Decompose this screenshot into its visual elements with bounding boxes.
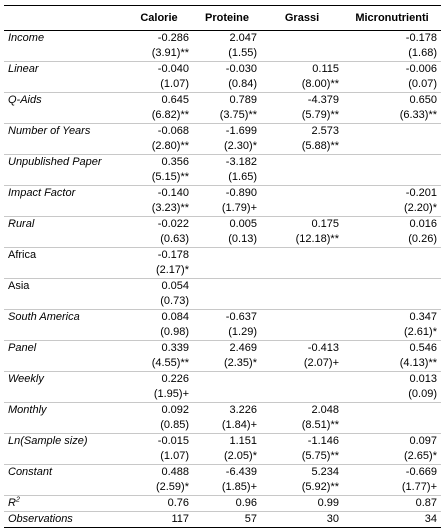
coefficient-cell: -4.379 (307, 94, 339, 106)
t-stat-cell: (0.98) (125, 325, 193, 341)
t-stat-cell: (1.84)+ (193, 418, 261, 434)
row-label: South America (8, 311, 80, 323)
t-stat-cell: (6.82)** (125, 108, 193, 124)
t-stat-cell: (1.29) (193, 325, 261, 341)
table-body (4, 31, 441, 528)
coefficient-cell (261, 310, 343, 326)
coefficient-cell (343, 248, 441, 264)
regression-table-container (4, 5, 441, 528)
coefficient-cell: -0.413 (307, 342, 339, 354)
table-row-se (4, 46, 441, 62)
coefficient-cell (193, 248, 261, 264)
coefficient-cell: 0.546 (409, 342, 437, 354)
row-label-blank (4, 232, 125, 248)
coefficient-cell: 0.339 (161, 342, 189, 354)
table-row-se (4, 480, 441, 496)
t-stat-cell: (5.75)** (261, 449, 343, 465)
coefficient-cell: 0.092 (161, 404, 189, 416)
coefficient-cell: -0.201 (405, 187, 437, 199)
t-stat-cell (261, 325, 343, 341)
row-label-blank (4, 418, 125, 434)
coefficient-cell (261, 31, 343, 47)
coefficient-cell: -0.178 (157, 249, 189, 261)
t-stat-cell: (4.13)** (343, 356, 441, 372)
table-row-coef (4, 279, 441, 295)
table-row-se (4, 232, 441, 248)
t-stat-cell: (2.80)** (125, 139, 193, 155)
t-stat-cell: (1.85)+ (193, 480, 261, 496)
t-stat-cell: (5.15)** (125, 170, 193, 186)
table-row-coef (4, 217, 441, 233)
row-label-blank (4, 46, 125, 62)
t-stat-cell: (2.65)* (343, 449, 441, 465)
t-stat-cell: (0.85) (125, 418, 193, 434)
row-label: Ln(Sample size) (8, 435, 88, 447)
t-stat-cell: (4.55)** (125, 356, 193, 372)
observations-cell: 30 (261, 512, 343, 528)
coefficient-cell: -0.030 (225, 63, 257, 75)
coefficient-cell (193, 279, 261, 295)
t-stat-cell: (2.61)* (343, 325, 441, 341)
table-row-se (4, 108, 441, 124)
table-row-coef (4, 62, 441, 78)
t-stat-cell: (0.84) (193, 77, 261, 93)
coefficient-cell: -0.669 (405, 466, 437, 478)
header-calorie: Calorie (125, 6, 193, 31)
t-stat-cell: (12.18)** (261, 232, 343, 248)
r2-cell: 0.87 (343, 496, 441, 512)
coefficient-cell: 3.226 (229, 404, 257, 416)
t-stat-cell: (1.68) (343, 46, 441, 62)
header-micronutrienti: Micronutrienti (343, 6, 441, 31)
t-stat-cell (343, 263, 441, 279)
coefficient-cell: 2.048 (311, 404, 339, 416)
table-row-se (4, 170, 441, 186)
coefficient-cell: 0.013 (409, 373, 437, 385)
row-label-blank (4, 387, 125, 403)
coefficient-cell: -0.022 (157, 218, 189, 230)
t-stat-cell (343, 294, 441, 310)
table-row-coef (4, 310, 441, 326)
coefficient-cell: -1.146 (307, 435, 339, 447)
table-row-se (4, 201, 441, 217)
row-label: Unpublished Paper (8, 156, 102, 168)
table-row-se (4, 139, 441, 155)
t-stat-cell (343, 170, 441, 186)
row-label: Africa (8, 249, 37, 261)
coefficient-cell: 0.488 (161, 466, 189, 478)
t-stat-cell (261, 294, 343, 310)
coefficient-cell: 0.054 (161, 280, 189, 292)
row-label-blank (4, 449, 125, 465)
coefficient-cell: -1.699 (225, 125, 257, 137)
r2-label (4, 496, 125, 512)
coefficient-cell: 0.356 (161, 156, 189, 168)
table-row-se (4, 325, 441, 341)
coefficient-cell: 0.645 (161, 94, 189, 106)
row-label: Impact Factor (8, 187, 76, 199)
coefficient-cell (261, 248, 343, 264)
row-label-blank (4, 325, 125, 341)
row-label-blank (4, 294, 125, 310)
table-row-se (4, 418, 441, 434)
table-row-coef (4, 186, 441, 202)
t-stat-cell (261, 170, 343, 186)
t-stat-cell: (5.92)** (261, 480, 343, 496)
t-stat-cell (193, 294, 261, 310)
row-label-blank (4, 263, 125, 279)
coefficient-cell: -0.890 (225, 187, 257, 199)
table-row-coef (4, 403, 441, 419)
table-row-coef (4, 434, 441, 450)
coefficient-cell: 0.097 (409, 435, 437, 447)
t-stat-cell (343, 139, 441, 155)
row-label: Linear (8, 63, 39, 75)
observations-cell: 117 (125, 512, 193, 528)
t-stat-cell: (1.07) (125, 449, 193, 465)
header-blank (4, 6, 125, 31)
coefficient-cell: -6.439 (225, 466, 257, 478)
coefficient-cell: -3.182 (225, 156, 257, 168)
regression-table (4, 5, 441, 528)
t-stat-cell: (0.26) (343, 232, 441, 248)
coefficient-cell: 2.047 (229, 32, 257, 44)
row-label-blank (4, 108, 125, 124)
t-stat-cell: (2.17)* (125, 263, 193, 279)
table-row-coef (4, 465, 441, 481)
t-stat-cell: (1.77)+ (343, 480, 441, 496)
t-stat-cell (261, 46, 343, 62)
coefficient-cell: -0.140 (157, 187, 189, 199)
r2-cell: 0.76 (125, 496, 193, 512)
t-stat-cell: (2.30)* (193, 139, 261, 155)
table-row-coef (4, 155, 441, 171)
table-row-r2 (4, 496, 441, 512)
coefficient-cell: -0.637 (225, 311, 257, 323)
r2-label-superscript: 2 (15, 496, 20, 504)
coefficient-cell: 5.234 (311, 466, 339, 478)
table-row-se (4, 387, 441, 403)
t-stat-cell: (6.33)** (343, 108, 441, 124)
t-stat-cell: (0.13) (193, 232, 261, 248)
table-row-se (4, 449, 441, 465)
row-label: Weekly (8, 373, 44, 385)
t-stat-cell: (2.59)* (125, 480, 193, 496)
t-stat-cell: (3.75)** (193, 108, 261, 124)
t-stat-cell (343, 418, 441, 434)
t-stat-cell: (3.23)** (125, 201, 193, 217)
coefficient-cell (343, 403, 441, 419)
t-stat-cell (193, 263, 261, 279)
t-stat-cell: (1.79)+ (193, 201, 261, 217)
coefficient-cell: -0.015 (157, 435, 189, 447)
observations-cell: 34 (343, 512, 441, 528)
coefficient-cell: 0.789 (229, 94, 257, 106)
table-row-se (4, 294, 441, 310)
t-stat-cell: (2.05)* (193, 449, 261, 465)
t-stat-cell: (0.63) (125, 232, 193, 248)
table-row-coef (4, 93, 441, 109)
t-stat-cell: (1.07) (125, 77, 193, 93)
t-stat-cell: (2.07)+ (261, 356, 343, 372)
coefficient-cell: 0.650 (409, 94, 437, 106)
row-label-blank (4, 356, 125, 372)
coefficient-cell: 0.115 (312, 63, 339, 75)
t-stat-cell (261, 201, 343, 217)
t-stat-cell: (5.79)** (261, 108, 343, 124)
row-label-blank (4, 139, 125, 155)
t-stat-cell: (8.51)** (261, 418, 343, 434)
coefficient-cell (343, 155, 441, 171)
coefficient-cell: -0.068 (157, 125, 189, 137)
row-label: Constant (8, 466, 53, 478)
t-stat-cell (193, 387, 261, 403)
row-label-blank (4, 77, 125, 93)
coefficient-cell: 1.151 (229, 435, 257, 447)
table-row-coef (4, 31, 441, 47)
table-row-coef (4, 124, 441, 140)
t-stat-cell: (1.65) (193, 170, 261, 186)
table-row-se (4, 263, 441, 279)
observations-cell: 57 (193, 512, 261, 528)
row-label-blank (4, 201, 125, 217)
t-stat-cell: (2.20)* (343, 201, 441, 217)
row-label-blank (4, 480, 125, 496)
t-stat-cell: (8.00)** (261, 77, 343, 93)
header-proteine: Proteine (193, 6, 261, 31)
r2-cell: 0.96 (193, 496, 261, 512)
observations-label: Observations (4, 512, 125, 528)
r2-label-base: R (8, 497, 16, 509)
table-row-coef (4, 248, 441, 264)
t-stat-cell: (3.91)** (125, 46, 193, 62)
coefficient-cell: -0.178 (405, 32, 437, 44)
row-label: Monthly (8, 404, 47, 416)
t-stat-cell (261, 387, 343, 403)
coefficient-cell: 0.347 (409, 311, 437, 323)
coefficient-cell: 0.005 (229, 218, 257, 230)
coefficient-cell: -0.040 (157, 63, 189, 75)
coefficient-cell (193, 372, 261, 388)
coefficient-cell: 0.175 (311, 218, 339, 230)
coefficient-cell (261, 372, 343, 388)
table-row-coef (4, 372, 441, 388)
row-label: Q-Aids (8, 94, 42, 106)
t-stat-cell: (0.73) (125, 294, 193, 310)
table-row-coef (4, 341, 441, 357)
coefficient-cell: 0.016 (409, 218, 437, 230)
coefficient-cell (261, 155, 343, 171)
coefficient-cell: 0.084 (161, 311, 189, 323)
row-label: Income (8, 32, 45, 44)
coefficient-cell: 2.573 (311, 125, 339, 137)
t-stat-cell: (5.88)** (261, 139, 343, 155)
row-label: Number of Years (8, 125, 91, 137)
row-label: Rural (8, 218, 35, 230)
t-stat-cell (261, 263, 343, 279)
coefficient-cell: -0.286 (157, 32, 189, 44)
coefficient-cell (343, 279, 441, 295)
table-row-se (4, 356, 441, 372)
t-stat-cell: (1.95)+ (125, 387, 193, 403)
coefficient-cell (343, 124, 441, 140)
coefficient-cell (261, 279, 343, 295)
row-label-blank (4, 170, 125, 186)
table-header (4, 6, 441, 31)
row-label: Panel (8, 342, 37, 354)
header-grassi: Grassi (261, 6, 343, 31)
t-stat-cell: (0.07) (343, 77, 441, 93)
header-row (4, 6, 441, 31)
coefficient-cell: -0.006 (405, 63, 437, 75)
r2-cell: 0.99 (261, 496, 343, 512)
coefficient-cell (261, 186, 343, 202)
table-row-observations (4, 512, 441, 528)
row-label: Asia (8, 280, 30, 292)
t-stat-cell: (1.55) (193, 46, 261, 62)
t-stat-cell: (0.09) (343, 387, 441, 403)
coefficient-cell: 0.226 (161, 373, 189, 385)
coefficient-cell: 2.469 (229, 342, 257, 354)
table-row-se (4, 77, 441, 93)
t-stat-cell: (2.35)* (193, 356, 261, 372)
